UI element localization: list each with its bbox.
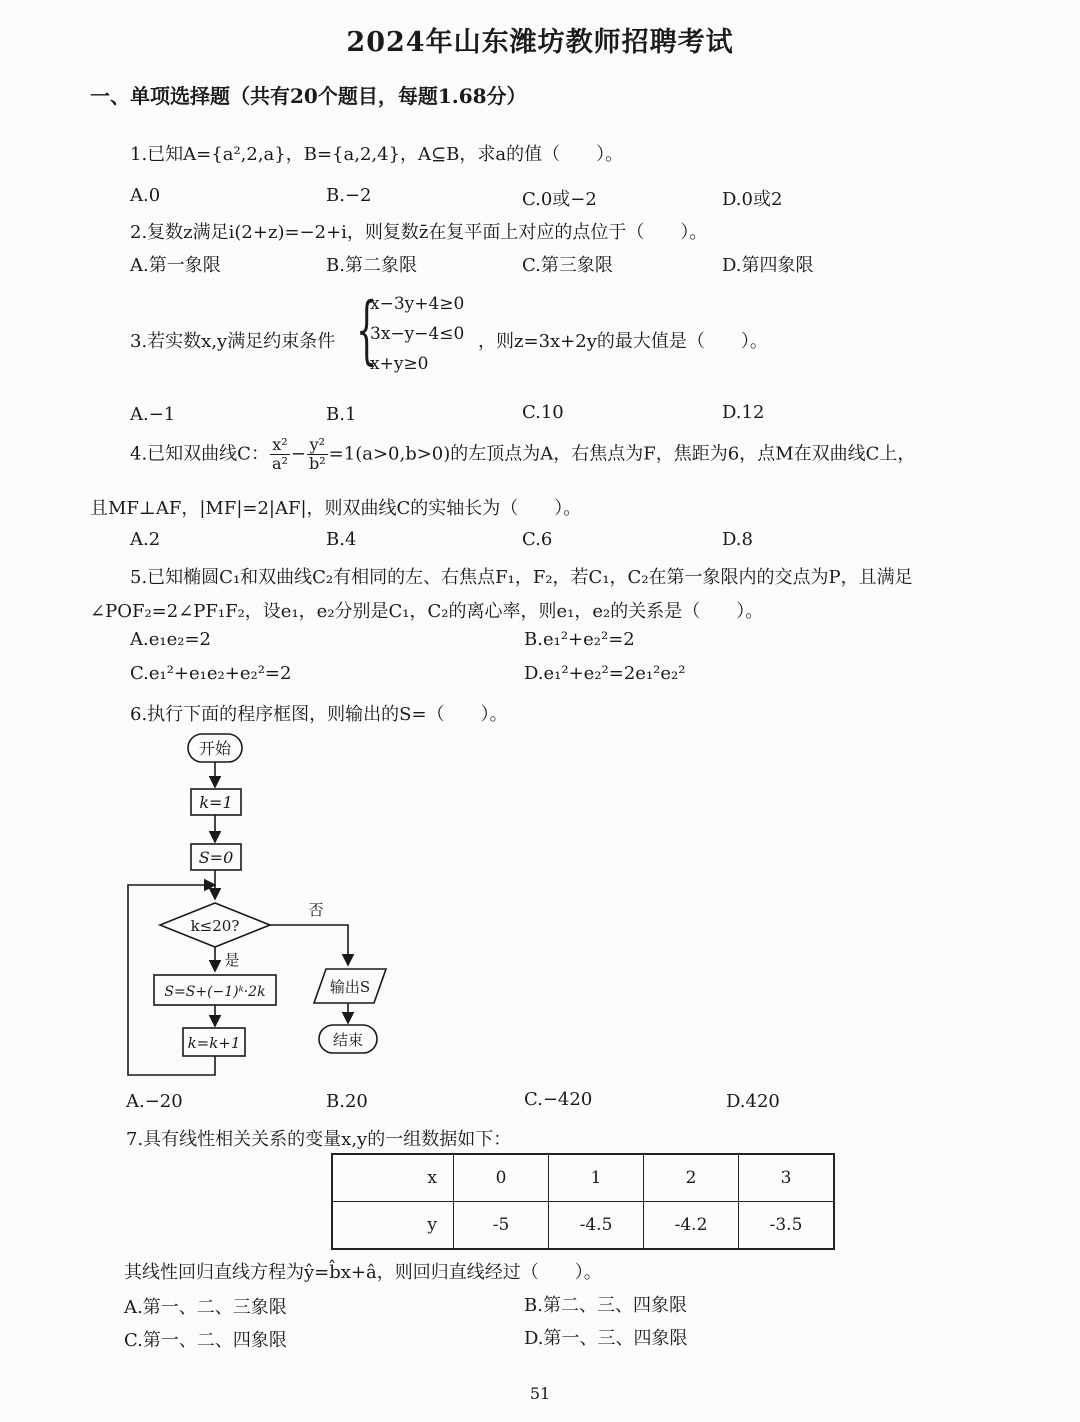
q7-option-b: B.第二、三、四象限 [524, 1295, 687, 1316]
table-cell: 3 [739, 1154, 835, 1202]
question-7-followup: 其线性回归直线方程为ŷ=b̂x+â，则回归直线经过（ ）。 [124, 1262, 602, 1283]
table-header-y: y [332, 1202, 454, 1250]
table-cell: -4.2 [644, 1202, 739, 1250]
question-2-stem: 2.复数z满足i(2+z)=−2+i，则复数z̄在复平面上对应的点位于（ ）。 [130, 222, 708, 243]
table-row [332, 1202, 834, 1250]
q3-option-b: B.1 [326, 404, 357, 425]
init-s-label: S=0 [198, 848, 234, 867]
table-cell: -3.5 [739, 1202, 835, 1250]
q4-option-c: C.6 [522, 529, 553, 550]
q4-minus: − [290, 443, 306, 465]
question-4-line-1 [130, 436, 915, 473]
q4-fraction-y: $\frac{\text{y²}}{\text{b²}}$ [309, 435, 326, 473]
q3-option-d: D.12 [722, 402, 765, 423]
table-cell: 0 [454, 1154, 549, 1202]
q4-lead: 4.已知双曲线C： [130, 443, 269, 465]
q6-option-c: C.−420 [524, 1089, 593, 1110]
q2-option-a: A.第一象限 [130, 255, 221, 276]
question-5-line-1: 5.已知椭圆C₁和双曲线C₂有相同的左、右焦点F₁，F₂，若C₁，C₂在第一象限内的交点为P，且满足 [130, 567, 913, 588]
q4-tail: =1(a>0,b>0)的左顶点为A，右焦点为F，焦距为6，点M在双曲线C上， [328, 443, 916, 465]
program-flowchart [110, 725, 410, 1085]
q1-option-b: B.−2 [326, 185, 372, 206]
question-7-stem: 7.具有线性相关关系的变量x,y的一组数据如下： [126, 1129, 512, 1150]
q4-option-a: A.2 [130, 529, 161, 550]
start-label: 开始 [198, 739, 232, 758]
end-label: 结束 [332, 1031, 364, 1049]
page-title: 2024年山东潍坊教师招聘考试 [346, 27, 734, 58]
question-4-line-2: 且MF⊥AF，|MF|=2|AF|，则双曲线C的实轴长为（ ）。 [90, 498, 582, 519]
yes-label: 是 [224, 951, 240, 969]
constraint-3: x+y≥0 [370, 354, 429, 374]
q3-option-a: A.−1 [130, 404, 176, 425]
section-heading: 一、单项选择题（共有20个题目，每题1.68分） [90, 84, 527, 108]
q4-option-d: D.8 [722, 529, 753, 550]
output-label: 输出S [329, 978, 371, 996]
condition-label: k≤20? [190, 917, 240, 935]
data-table [331, 1153, 835, 1250]
q7-option-a: A.第一、二、三象限 [124, 1297, 287, 1318]
q2-option-b: B.第二象限 [326, 255, 417, 276]
q4-option-b: B.4 [326, 529, 357, 550]
table-cell: -5 [454, 1202, 549, 1250]
table-cell: 2 [644, 1154, 739, 1202]
q6-option-a: A.−20 [126, 1091, 183, 1112]
table-row [332, 1154, 834, 1202]
constraint-1: x−3y+4≥0 [370, 294, 465, 314]
q1-option-a: A.0 [130, 185, 161, 206]
q6-option-b: B.20 [326, 1091, 368, 1112]
q2-option-d: D.第四象限 [722, 255, 814, 276]
q3-option-c: C.10 [522, 402, 564, 423]
q7-option-d: D.第一、三、四象限 [524, 1328, 688, 1349]
table-header-x: x [332, 1154, 454, 1202]
no-branch-line [270, 925, 348, 965]
question-3-prefix: 3.若实数x,y满足约束条件 [130, 331, 336, 352]
table-cell: 1 [549, 1154, 644, 1202]
q4-fraction-x: $\frac{\text{x²}}{\text{a²}}$ [271, 435, 288, 473]
update-s-label: S=S+(−1)ᵏ·2k [164, 984, 266, 1000]
question-3-suffix: ，则z=3x+2y的最大值是（ ）。 [478, 331, 768, 352]
update-k-label: k=k+1 [187, 1034, 241, 1052]
q5-option-c: C.e₁²+e₁e₂+e₂²=2 [130, 663, 292, 684]
question-1-stem: 1.已知A={a²,2,a}，B={a,2,4}，A⊆B，求a的值（ ）。 [130, 144, 624, 165]
q1-option-c: C.0或−2 [522, 189, 597, 210]
question-5-line-2: ∠POF₂=2∠PF₁F₂，设e₁，e₂分别是C₁，C₂的离心率，则e₁，e₂的关系是（ ）。 [90, 601, 764, 622]
q5-option-d: D.e₁²+e₂²=2e₁²e₂² [524, 663, 686, 684]
q6-option-d: D.420 [726, 1091, 780, 1112]
constraint-2: 3x−y−4≤0 [370, 324, 465, 344]
question-6-stem: 6.执行下面的程序框图，则输出的S=（ ）。 [130, 704, 508, 725]
page-number: 51 [529, 1384, 551, 1403]
q1-option-d: D.0或2 [722, 189, 783, 210]
table-cell: -4.5 [549, 1202, 644, 1250]
init-k-label: k=1 [199, 793, 233, 812]
constraint-brace: { [356, 287, 378, 373]
q2-option-c: C.第三象限 [522, 255, 613, 276]
q7-option-c: C.第一、二、四象限 [124, 1330, 287, 1351]
q5-option-b: B.e₁²+e₂²=2 [524, 629, 635, 650]
q5-option-a: A.e₁e₂=2 [130, 629, 211, 650]
no-label: 否 [308, 901, 324, 919]
